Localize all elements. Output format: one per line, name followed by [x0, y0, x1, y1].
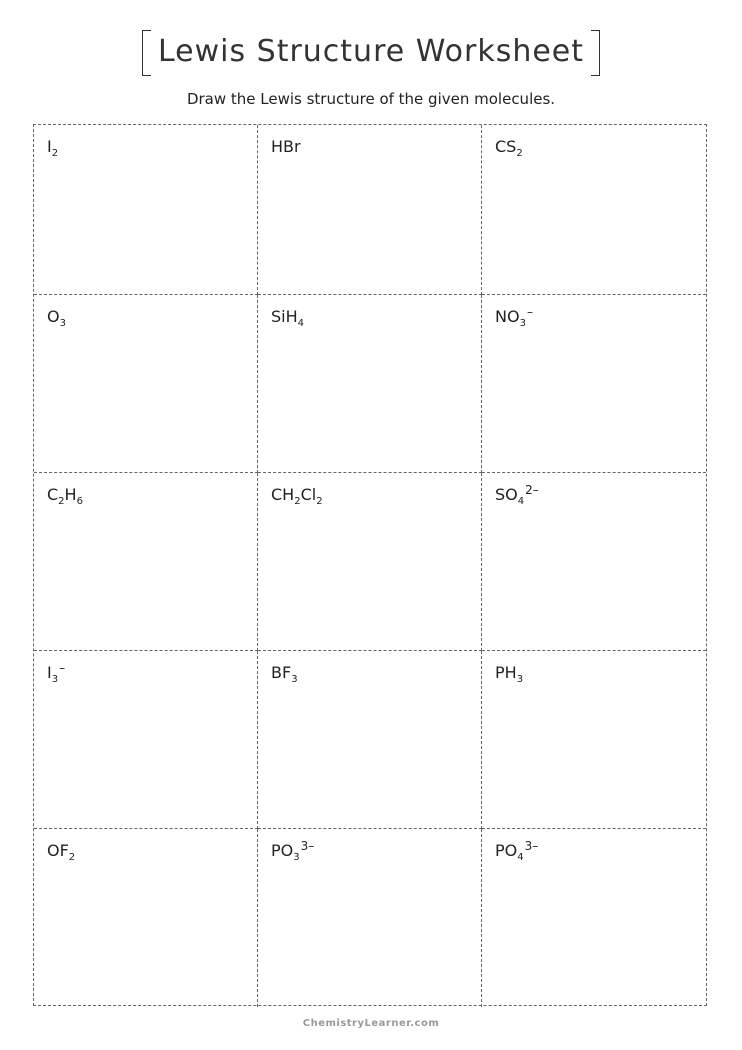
molecule-cell[interactable]	[482, 125, 706, 295]
formula-text: H	[64, 485, 77, 504]
formula-text: OF	[47, 841, 69, 860]
title-area	[0, 30, 742, 76]
molecule-cell[interactable]	[34, 125, 258, 295]
formula-subscript: 2	[294, 496, 301, 507]
molecule-formula	[271, 307, 305, 329]
molecule-formula	[271, 839, 315, 863]
molecule-cell[interactable]	[34, 829, 258, 1007]
formula-text: O	[47, 307, 60, 326]
worksheet-instructions: Draw the Lewis structure of the given molecules.	[186, 90, 556, 108]
molecule-formula	[495, 137, 523, 159]
molecule-cell[interactable]	[258, 829, 482, 1007]
molecule-cell[interactable]	[34, 651, 258, 829]
formula-subscript: 3	[51, 674, 59, 685]
molecule-cell[interactable]	[258, 295, 482, 473]
formula-text: PH	[495, 663, 517, 682]
formula-subscript: 3	[293, 852, 300, 863]
formula-text: CS	[495, 137, 517, 156]
molecule-cell[interactable]	[258, 651, 482, 829]
molecule-formula	[47, 485, 83, 507]
molecule-formula	[47, 137, 59, 159]
formula-subscript: 3	[291, 674, 298, 685]
formula-text: C	[47, 485, 59, 504]
molecule-formula	[271, 663, 298, 685]
left-bracket	[142, 30, 151, 76]
molecule-formula	[495, 663, 524, 685]
molecule-formula	[47, 661, 66, 685]
formula-text: SiH	[271, 307, 298, 326]
formula-charge: 3–	[300, 839, 315, 853]
formula-subscript: 2	[58, 496, 65, 507]
molecule-formula	[47, 307, 66, 329]
formula-subscript: 2	[68, 852, 76, 863]
formula-charge: 2–	[525, 483, 539, 497]
formula-subscript: 6	[76, 496, 83, 507]
formula-subscript: 4	[297, 318, 305, 329]
formula-text: Cl	[300, 485, 317, 504]
formula-text: SO	[495, 485, 518, 504]
formula-subscript: 3	[59, 318, 66, 329]
molecule-formula	[495, 839, 539, 863]
footer-brand: ChemistryLearner.com	[302, 1018, 440, 1029]
molecule-formula	[271, 137, 301, 156]
formula-charge: –	[526, 305, 533, 319]
formula-charge: 3–	[524, 839, 539, 853]
formula-text: NO	[495, 307, 520, 326]
title-bracket-box	[142, 30, 600, 76]
formula-subscript: 4	[517, 496, 525, 507]
molecule-cell[interactable]	[482, 473, 706, 651]
right-bracket	[591, 30, 600, 76]
molecule-formula	[47, 841, 76, 863]
formula-subscript: 2	[51, 148, 59, 159]
molecule-cell[interactable]	[34, 295, 258, 473]
molecule-cell[interactable]	[482, 295, 706, 473]
molecule-cell[interactable]	[258, 473, 482, 651]
formula-text: I	[47, 137, 52, 156]
molecule-formula	[495, 305, 533, 329]
formula-subscript: 3	[516, 674, 524, 685]
molecule-cell[interactable]	[482, 829, 706, 1007]
molecule-formula	[271, 485, 323, 507]
molecule-formula	[495, 483, 539, 507]
molecule-cell[interactable]	[482, 651, 706, 829]
formula-text: CH	[271, 485, 295, 504]
molecule-cell[interactable]	[258, 125, 482, 295]
formula-subscript: 4	[517, 852, 524, 863]
formula-subscript: 2	[316, 496, 323, 507]
formula-text: I	[47, 663, 52, 682]
molecule-cell[interactable]	[34, 473, 258, 651]
formula-text: PO	[495, 841, 518, 860]
worksheet-title: Lewis Structure Worksheet	[157, 34, 585, 69]
formula-subscript: 2	[516, 148, 523, 159]
formula-text: BF	[271, 663, 292, 682]
molecule-grid	[33, 124, 707, 1006]
formula-subscript: 3	[519, 318, 526, 329]
formula-charge: –	[59, 661, 66, 675]
formula-text: PO	[271, 841, 294, 860]
formula-text: HBr	[271, 137, 301, 156]
